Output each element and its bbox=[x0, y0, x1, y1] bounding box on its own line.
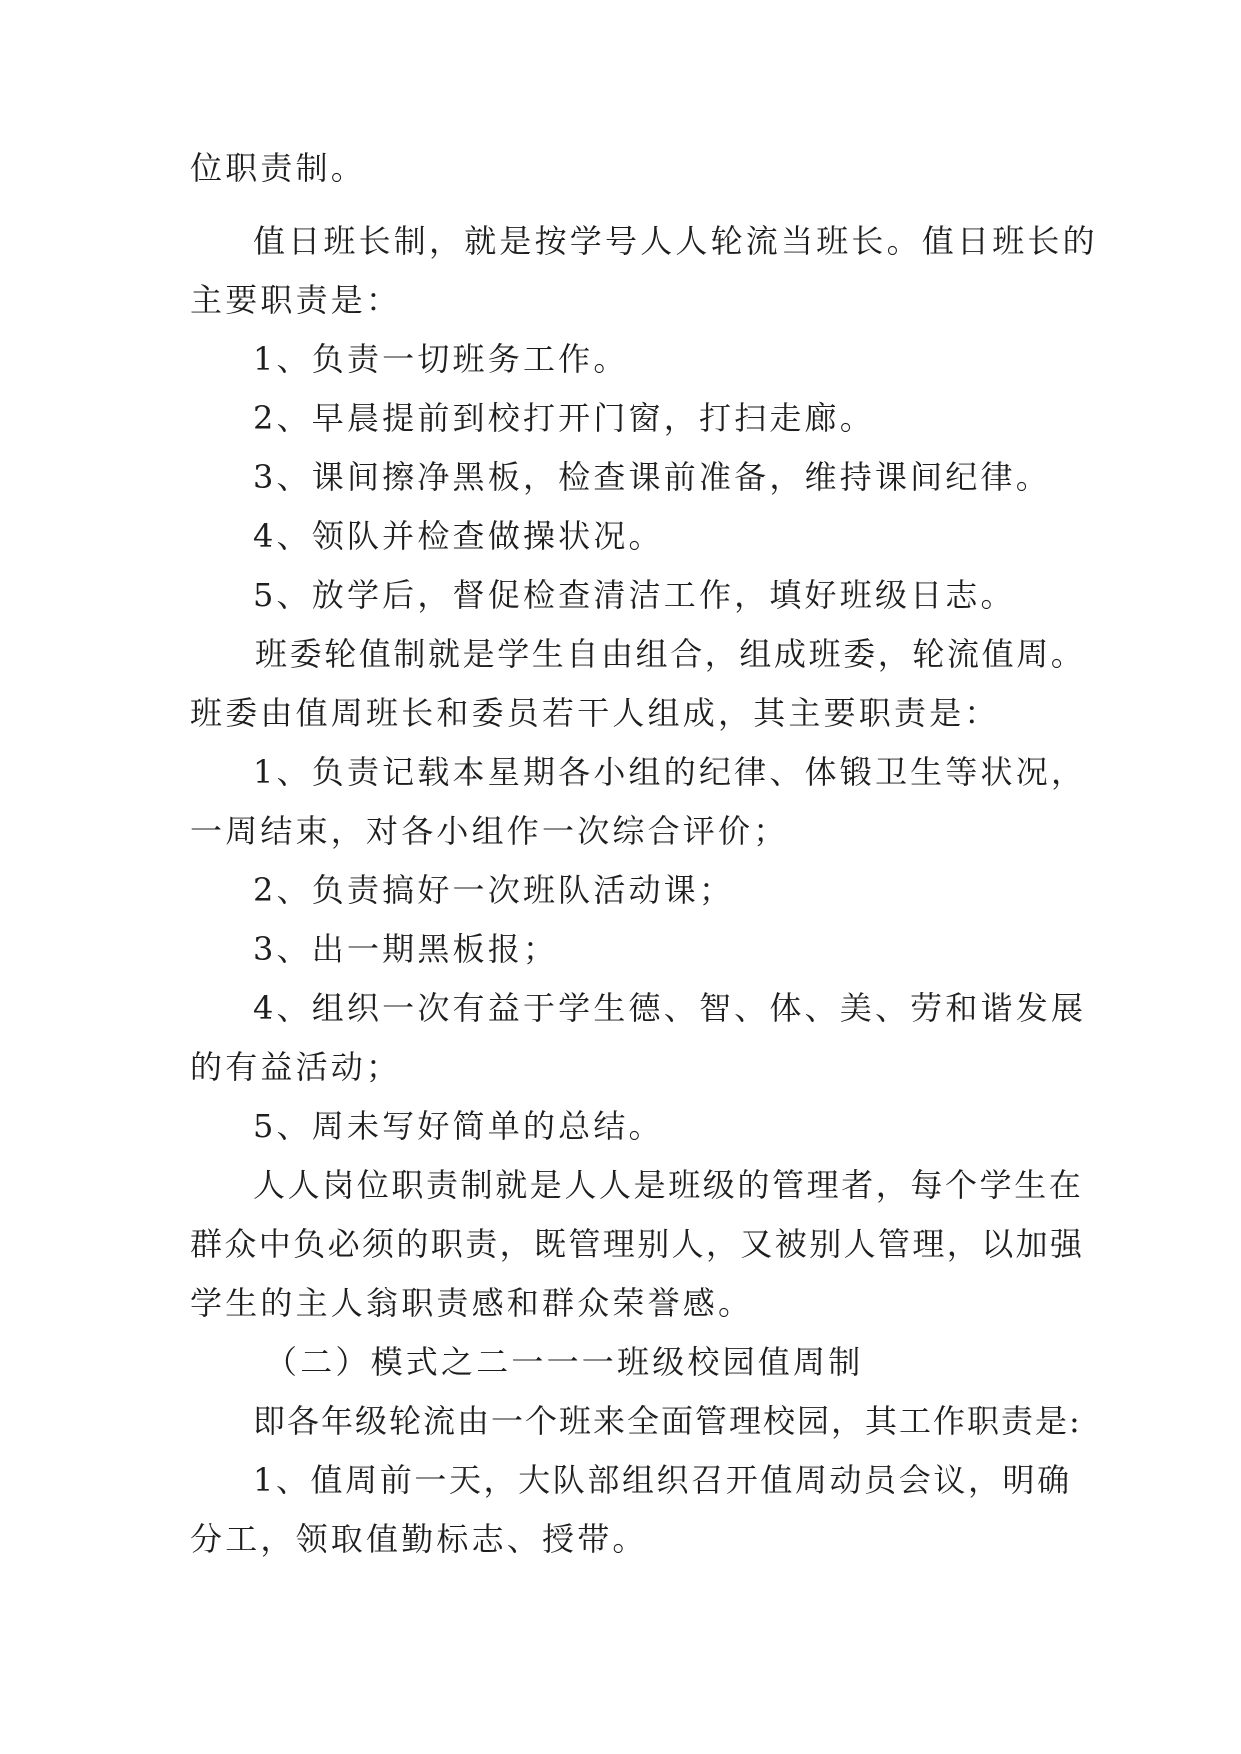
text-line-7: 4、领队并检查做操状况。 bbox=[253, 517, 664, 555]
text-line-15: 4、组织一次有益于学生德、智、体、美、劳和谐发展 bbox=[253, 989, 1087, 1027]
text-line-5: 2、早晨提前到校打开门窗，打扫走廊。 bbox=[253, 399, 875, 437]
text-line-14: 3、出一期黑板报； bbox=[253, 930, 559, 968]
text-line-2: 值日班长制，就是按学号人人轮流当班长。值日班长的 bbox=[253, 222, 1098, 260]
text-line-11: 1、负责记载本星期各小组的纪律、体锻卫生等状况， bbox=[253, 753, 1087, 791]
text-line-22: 即各年级轮流由一个班来全面管理校园，其工作职责是: bbox=[253, 1402, 1082, 1440]
text-line-24: 分工，领取值勤标志、授带。 bbox=[190, 1520, 648, 1558]
text-line-9: 班委轮值制就是学生自由组合，组成班委，轮流值周。 bbox=[255, 635, 1086, 673]
text-line-16: 的有益活动； bbox=[190, 1048, 402, 1086]
text-line-6: 3、课间擦净黑板，检查课前准备，维持课间纪律。 bbox=[253, 458, 1051, 496]
text-line-18: 人人岗位职责制就是人人是班级的管理者，每个学生在 bbox=[253, 1166, 1084, 1204]
text-line-19: 群众中负必须的职责，既管理别人，又被别人管理，以加强 bbox=[190, 1225, 1085, 1263]
text-line-4: 1、负责一切班务工作。 bbox=[253, 340, 629, 378]
text-line-1: 位职责制。 bbox=[190, 149, 367, 187]
text-line-13: 2、负责搞好一次班队活动课； bbox=[253, 871, 735, 909]
text-line-12: 一周结束，对各小组作一次综合评价； bbox=[190, 812, 789, 850]
text-line-23: 1、值周前一天，大队部组织召开值周动员会议，明确 bbox=[253, 1461, 1072, 1499]
text-line-3: 主要职责是： bbox=[190, 281, 402, 319]
text-line-10: 班委由值周班长和委员若干人组成，其主要职责是： bbox=[190, 694, 1000, 732]
text-line-20: 学生的主人翁职责感和群众荣誉感。 bbox=[190, 1284, 754, 1322]
text-line-17: 5、周未写好简单的总结。 bbox=[253, 1107, 664, 1145]
text-line-21: （二）模式之二一一一班级校园值周制 bbox=[265, 1343, 864, 1381]
text-line-8: 5、放学后，督促检查清洁工作，填好班级日志。 bbox=[253, 576, 1016, 614]
